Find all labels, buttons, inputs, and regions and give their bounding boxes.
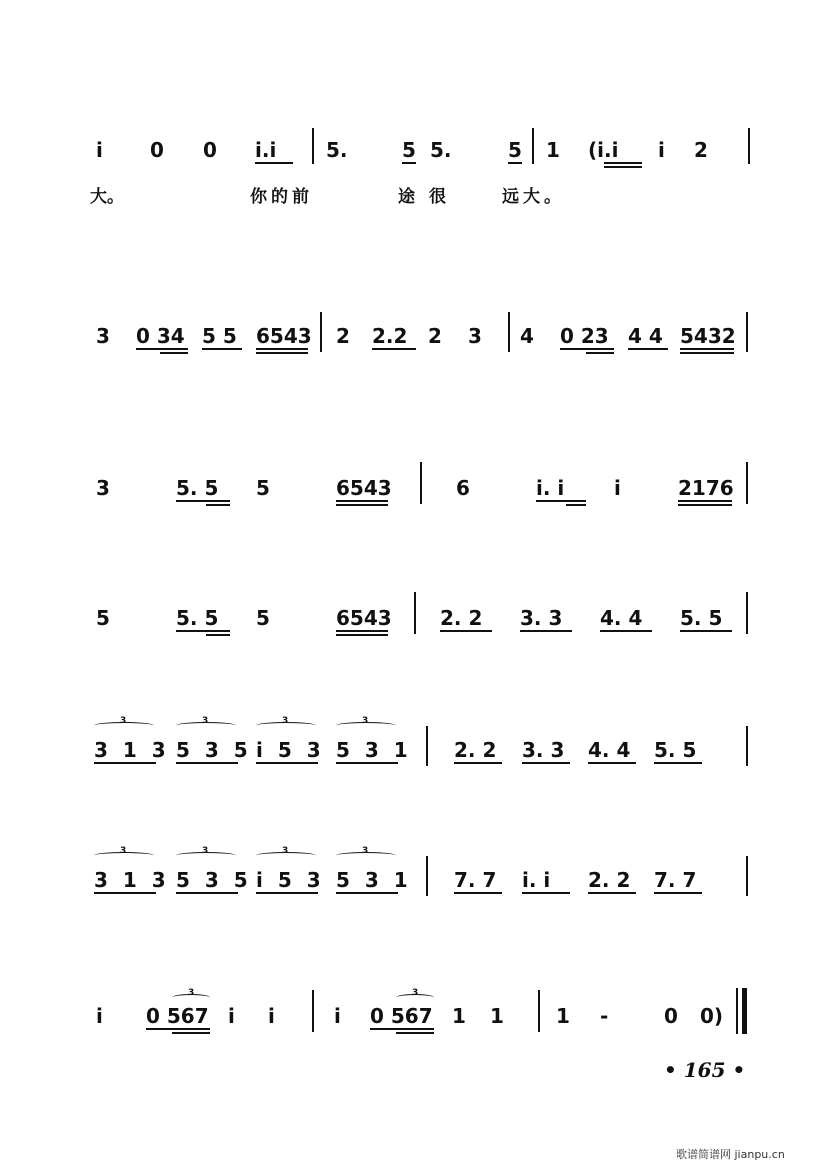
final-bar-line-thin bbox=[736, 988, 738, 1034]
note: 5. 5 bbox=[680, 606, 723, 630]
note: 5. 5 bbox=[654, 738, 697, 762]
note: 3 bbox=[96, 476, 110, 500]
underline bbox=[256, 352, 308, 354]
note: 5 bbox=[402, 138, 416, 162]
bar-line bbox=[426, 726, 428, 766]
underline bbox=[176, 762, 238, 764]
underline bbox=[600, 630, 652, 632]
note: 7. 7 bbox=[654, 868, 697, 892]
note: 2176 bbox=[678, 476, 734, 500]
note: 5. bbox=[326, 138, 348, 162]
underline bbox=[508, 162, 522, 164]
note: i 5 3 bbox=[256, 738, 325, 762]
note: 5432 bbox=[680, 324, 736, 348]
note: 5 bbox=[508, 138, 522, 162]
score-line-5 bbox=[0, 716, 826, 800]
tuplet-number: 3 bbox=[282, 846, 289, 856]
note: i bbox=[658, 138, 665, 162]
bar-line bbox=[746, 462, 748, 504]
note: 0 567 bbox=[146, 1004, 209, 1028]
underline bbox=[440, 630, 492, 632]
note: 5 3 1 bbox=[336, 738, 412, 762]
bar-line bbox=[420, 462, 422, 504]
tuplet-number: 3 bbox=[202, 846, 209, 856]
underline bbox=[176, 630, 230, 632]
underline bbox=[454, 892, 502, 894]
bar-line bbox=[746, 592, 748, 634]
note: 2.2 bbox=[372, 324, 408, 348]
underline bbox=[560, 348, 614, 350]
tuplet-number: 3 bbox=[120, 846, 127, 856]
bar-line bbox=[426, 856, 428, 896]
underline bbox=[256, 348, 308, 350]
underline bbox=[678, 504, 732, 506]
note: 4 bbox=[520, 324, 534, 348]
tuplet-number: 3 bbox=[202, 716, 209, 726]
underline bbox=[680, 352, 734, 354]
bar-line bbox=[748, 128, 750, 164]
note: 2 bbox=[694, 138, 708, 162]
note: 2. 2 bbox=[454, 738, 497, 762]
note: i bbox=[614, 476, 621, 500]
score-line-2 bbox=[0, 326, 826, 386]
note: 3 bbox=[96, 324, 110, 348]
score-line-3 bbox=[0, 478, 826, 538]
note: i bbox=[228, 1004, 235, 1028]
note: 5 bbox=[256, 606, 270, 630]
note: 3. 3 bbox=[520, 606, 563, 630]
underline bbox=[206, 634, 230, 636]
underline bbox=[628, 348, 668, 350]
underline bbox=[94, 892, 156, 894]
tuplet-number: 3 bbox=[282, 716, 289, 726]
note: 5. 5 bbox=[176, 476, 219, 500]
lyric: 你的前 bbox=[250, 187, 313, 207]
note: 1 bbox=[452, 1004, 466, 1028]
underline bbox=[522, 762, 570, 764]
underline bbox=[680, 348, 734, 350]
note: 0 23 bbox=[560, 324, 609, 348]
lyric: 大。 bbox=[90, 187, 124, 207]
note: 3. 3 bbox=[522, 738, 565, 762]
note: i bbox=[334, 1004, 341, 1028]
bar-line bbox=[538, 990, 540, 1032]
note: 4. 4 bbox=[588, 738, 631, 762]
tuplet-number: 3 bbox=[362, 846, 369, 856]
note: 6543 bbox=[336, 476, 392, 500]
bar-line bbox=[746, 726, 748, 766]
underline bbox=[336, 504, 388, 506]
score-line-7 bbox=[0, 988, 826, 1066]
underline bbox=[256, 892, 318, 894]
underline bbox=[336, 630, 388, 632]
note: 6543 bbox=[256, 324, 312, 348]
underline bbox=[255, 162, 293, 164]
underline bbox=[256, 762, 318, 764]
bar-line bbox=[508, 312, 510, 352]
bar-line bbox=[312, 990, 314, 1032]
final-bar-line-thick bbox=[742, 988, 747, 1034]
underline bbox=[680, 630, 732, 632]
page-number: • 165 • bbox=[664, 1058, 746, 1082]
tuplet-number: 3 bbox=[362, 716, 369, 726]
note: 0 bbox=[664, 1004, 678, 1028]
underline bbox=[402, 162, 416, 164]
tuplet-number: 3 bbox=[412, 988, 419, 998]
note: (i.i bbox=[588, 138, 619, 162]
note: i. i bbox=[522, 868, 551, 892]
underline bbox=[566, 504, 586, 506]
underline bbox=[336, 634, 388, 636]
note: 5 3 5 bbox=[176, 868, 252, 892]
note: i bbox=[96, 138, 103, 162]
underline bbox=[160, 352, 188, 354]
underline bbox=[654, 892, 702, 894]
note: 5 bbox=[96, 606, 110, 630]
note: 6 bbox=[456, 476, 470, 500]
underline bbox=[172, 1032, 210, 1034]
underline bbox=[396, 1032, 434, 1034]
note: 2 bbox=[428, 324, 442, 348]
bar-line bbox=[312, 128, 314, 164]
underline bbox=[588, 762, 636, 764]
note: 3 bbox=[468, 324, 482, 348]
note: 1 bbox=[546, 138, 560, 162]
note: 5 bbox=[256, 476, 270, 500]
bar-line bbox=[746, 312, 748, 352]
score-line-6 bbox=[0, 846, 826, 930]
note: 5. bbox=[430, 138, 452, 162]
note: 0 34 bbox=[136, 324, 185, 348]
note: 6543 bbox=[336, 606, 392, 630]
note: 2. 2 bbox=[440, 606, 483, 630]
note: 1 bbox=[556, 1004, 570, 1028]
underline bbox=[176, 892, 238, 894]
underline bbox=[136, 348, 188, 350]
underline bbox=[604, 166, 642, 168]
lyric: 远大。 bbox=[502, 187, 565, 207]
note: 0 bbox=[203, 138, 217, 162]
note: i bbox=[96, 1004, 103, 1028]
underline bbox=[336, 500, 388, 502]
underline bbox=[176, 500, 230, 502]
underline bbox=[678, 500, 732, 502]
underline bbox=[146, 1028, 210, 1030]
underline bbox=[202, 348, 242, 350]
note: i bbox=[268, 1004, 275, 1028]
underline bbox=[604, 162, 642, 164]
lyric: 途很 bbox=[398, 187, 460, 207]
underline bbox=[454, 762, 502, 764]
note: 4. 4 bbox=[600, 606, 643, 630]
note: i 5 3 bbox=[256, 868, 325, 892]
note: 2. 2 bbox=[588, 868, 631, 892]
note: i. i bbox=[536, 476, 565, 500]
note: 3 1 3 bbox=[94, 868, 170, 892]
underline bbox=[588, 892, 636, 894]
bar-line bbox=[320, 312, 322, 352]
score-line-4 bbox=[0, 608, 826, 668]
underline bbox=[94, 762, 156, 764]
bar-line bbox=[746, 856, 748, 896]
underline bbox=[586, 352, 614, 354]
note: 3 1 3 bbox=[94, 738, 170, 762]
tuplet-number: 3 bbox=[120, 716, 127, 726]
note: 0 bbox=[150, 138, 164, 162]
underline bbox=[206, 504, 230, 506]
note: 5. 5 bbox=[176, 606, 219, 630]
underline bbox=[522, 892, 570, 894]
note: 7. 7 bbox=[454, 868, 497, 892]
tuplet-number: 3 bbox=[188, 988, 195, 998]
note: 2 bbox=[336, 324, 350, 348]
note: 4 4 bbox=[628, 324, 663, 348]
underline bbox=[336, 762, 398, 764]
note: - bbox=[600, 1004, 609, 1028]
underline bbox=[372, 348, 416, 350]
note: 1 bbox=[490, 1004, 504, 1028]
note: 5 3 5 bbox=[176, 738, 252, 762]
note: 5 5 bbox=[202, 324, 237, 348]
watermark: 歌谱简谱网 jianpu.cn bbox=[676, 1148, 785, 1161]
note: 0 567 bbox=[370, 1004, 433, 1028]
note: i.i bbox=[255, 138, 277, 162]
underline bbox=[336, 892, 398, 894]
note: 5 3 1 bbox=[336, 868, 412, 892]
underline bbox=[536, 500, 586, 502]
bar-line bbox=[414, 592, 416, 634]
underline bbox=[520, 630, 572, 632]
underline bbox=[370, 1028, 434, 1030]
underline bbox=[654, 762, 702, 764]
bar-line bbox=[532, 128, 534, 164]
note: 0) bbox=[700, 1004, 724, 1028]
